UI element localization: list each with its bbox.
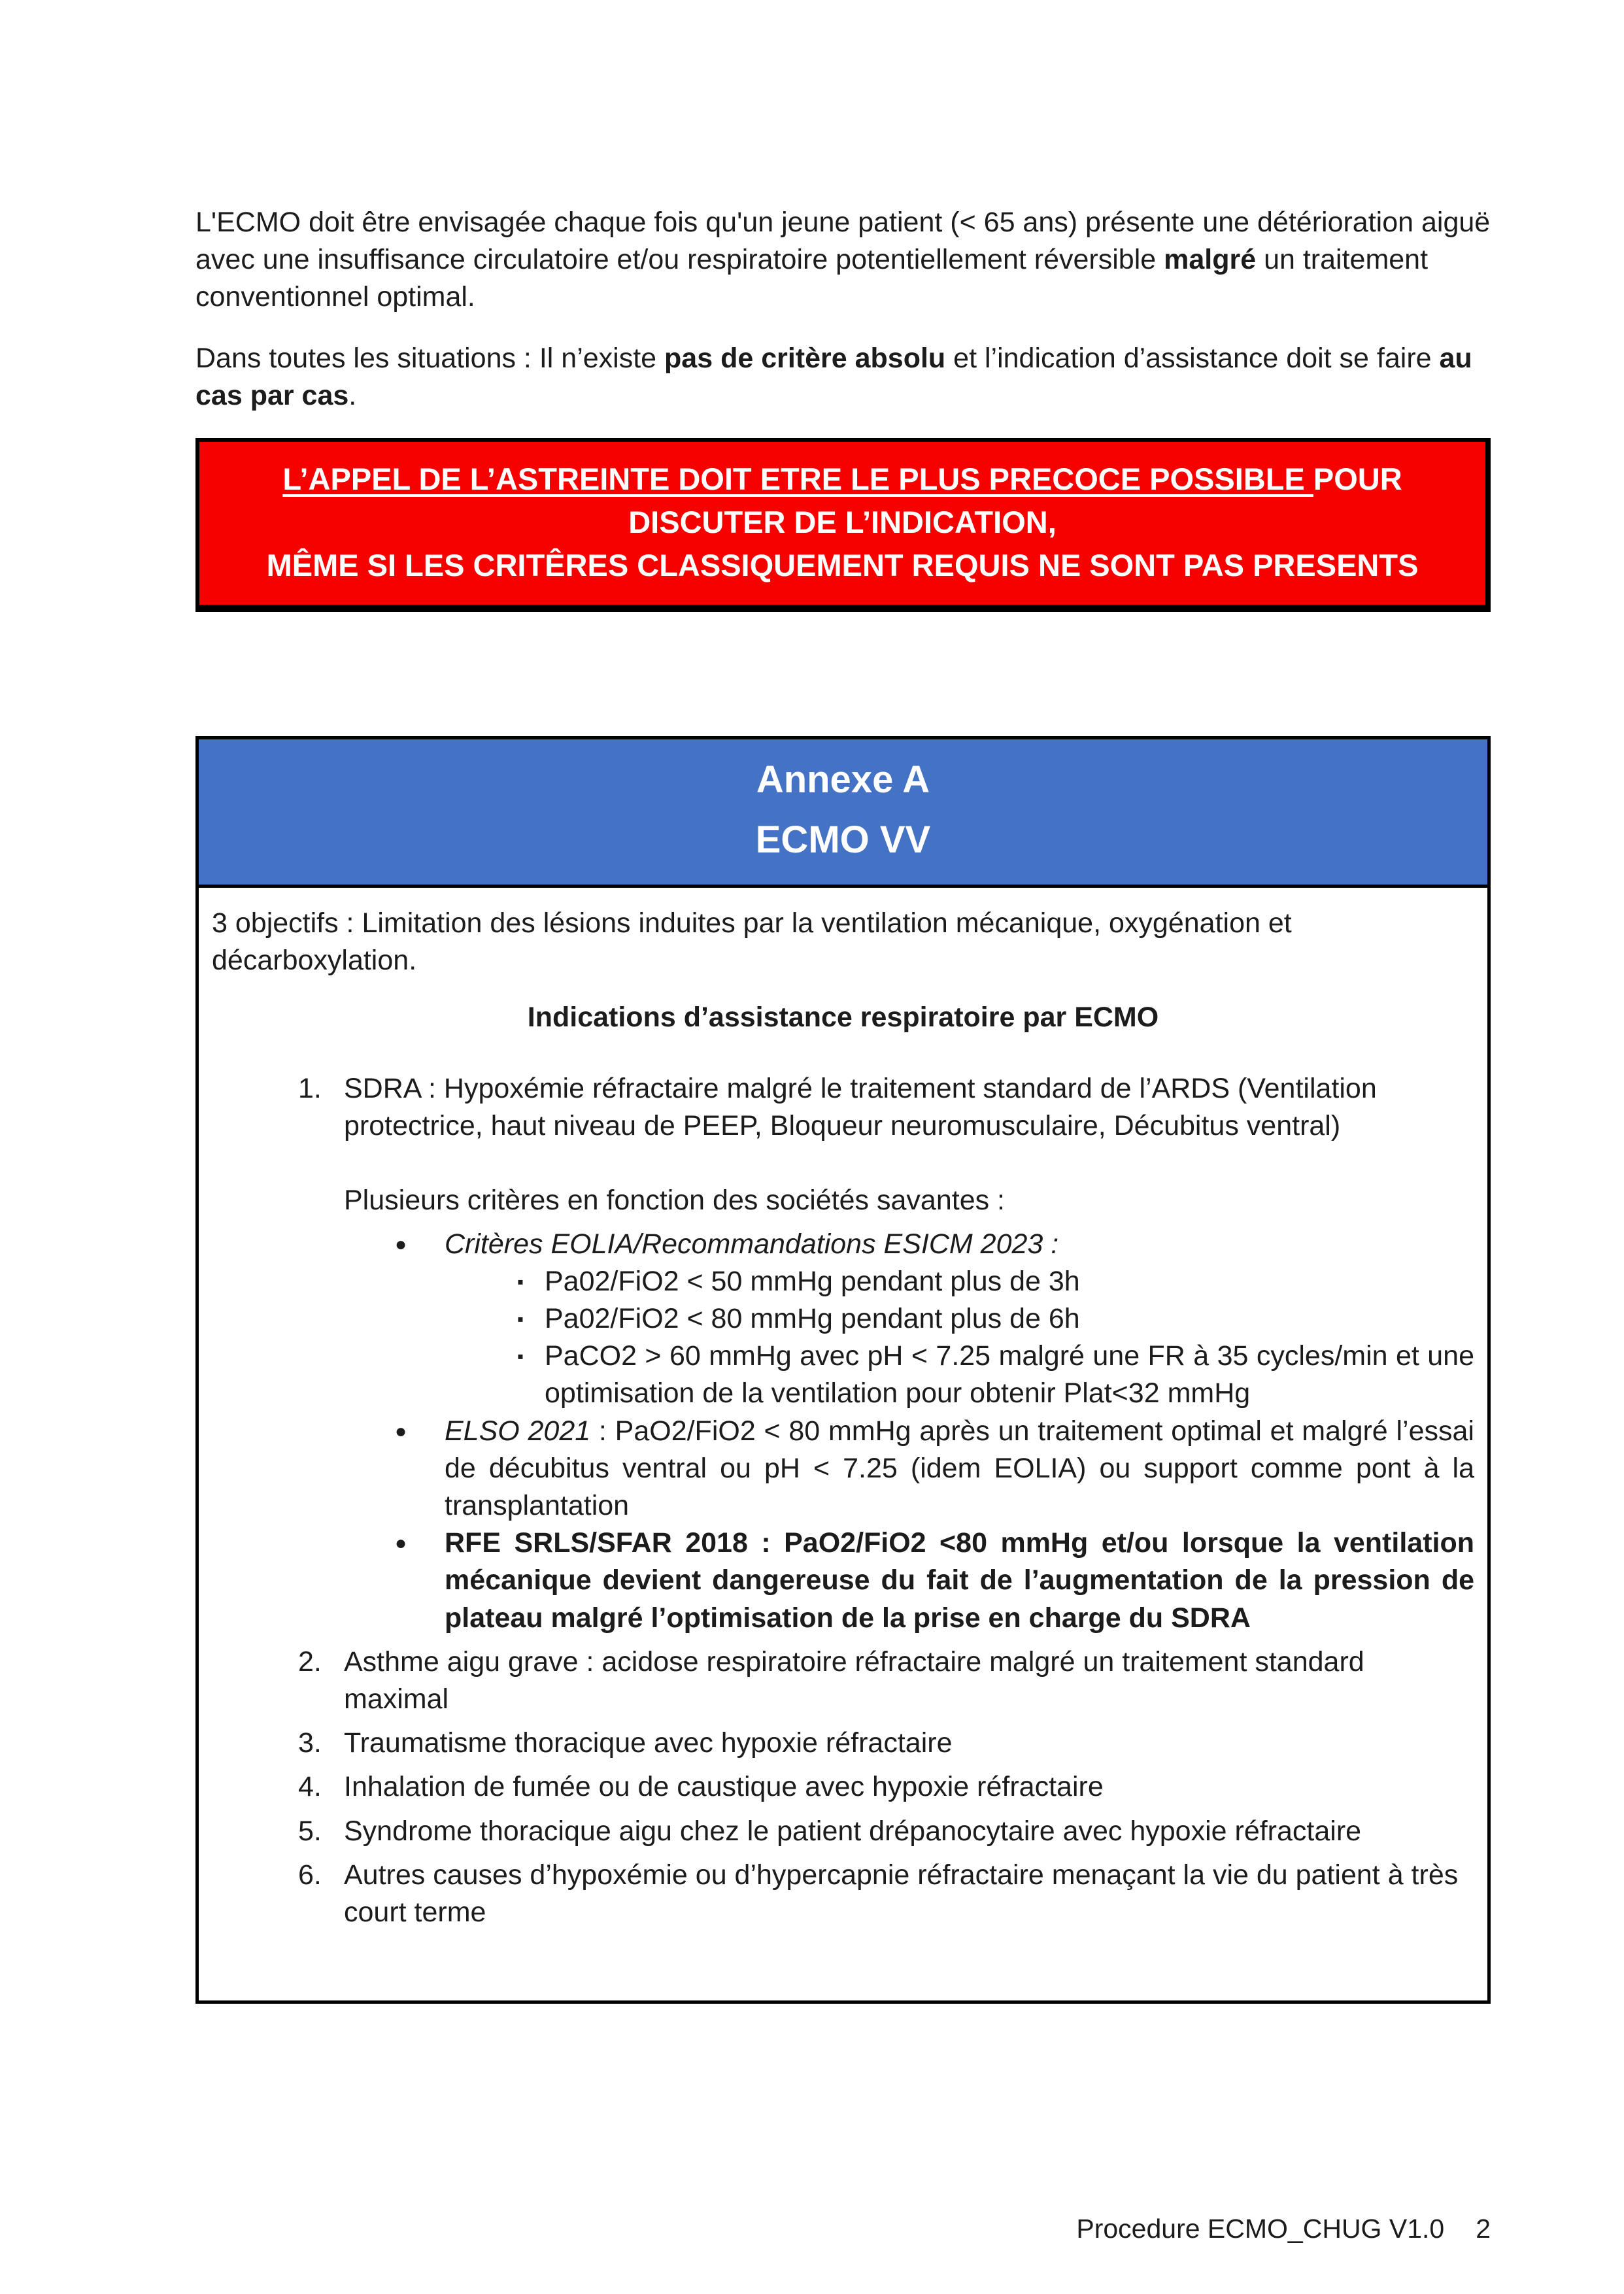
annexe-subtitle: ECMO VV [755,818,931,861]
list-number-2: 2. [298,1645,322,1678]
alert-line-3: MÊME SI LES CRITÊRES CLASSIQUEMENT REQUIS NE SONT PAS PRESENTS [266,547,1419,582]
disc-bullet-icon: ● [395,1420,407,1442]
page-footer [1076,2211,1491,2247]
list-number-3: 3. [298,1727,322,1759]
elso-label: ELSO 2021 [445,1415,591,1447]
intro-p2-bold-2: au cas par cas [195,342,1472,411]
alert-line-1-underlined: L’APPEL DE L’ASTREINTE DOIT ETRE LE PLUS PRECOCE POSSIBLE [282,461,1313,496]
disc-bullet-icon: ● [395,1532,407,1555]
intro-paragraph-1 [195,204,1491,316]
square-bullet-icon: ▪ [517,1309,524,1330]
bullet-elso [395,1413,1474,1525]
bullet-eolia [395,1226,1474,1263]
list-number-4: 4. [298,1771,322,1803]
list-item-autres [298,1857,1474,1931]
list-item-sdra [298,1070,1474,1637]
alert-line-1-rest: POUR [1313,461,1402,496]
intro-p2-bold-1: pas de critère absolu [664,342,946,374]
elso-text: : PaO2/FiO2 < 80 mmHg après un traitement optimal et malgré l’essai de décubitus ventral ou pH < 7.25 (idem EOLIA) ou support comme pont à la transplantation [445,1415,1474,1522]
list-item-sdra-body [344,1070,1474,1637]
intro-p2-text-3: . [348,379,357,411]
objectives-text: 3 objectifs : Limitation des lésions induites par la ventilation mécanique, oxygénation et décarboxylation. [212,907,1292,976]
alert-banner [195,438,1491,612]
intro-p2-text-2: et l’indication d’assistance doit se faire [945,342,1440,374]
intro-p1-text-1: L'ECMO doit être envisagée chaque fois qu'un jeune patient (< 65 ans) présente une détérioration aiguë avec une insuffisance circulatoire et/ou respiratoire potentiellement réversible [195,207,1491,276]
sub-bullet-pao2-50-text: Pa02/FiO2 < 50 mmHg pendant plus de 3h [545,1265,1080,1297]
intro-p2-text-1: Dans toutes les situations : Il n’existe [195,342,665,374]
list-item-traumatisme-text: Traumatisme thoracique avec hypoxie réfractaire [344,1727,953,1759]
sub-bullet-pao2-80 [517,1300,1474,1338]
disc-bullet-icon: ● [395,1233,407,1255]
criteria-intro-text: Plusieurs critères en fonction des sociétés savantes : [344,1184,1006,1216]
annexe-a-body [195,888,1491,2004]
annexe-a-header [195,736,1491,887]
list-item-inhalation [298,1768,1474,1806]
alert-line-2: DISCUTER DE L’INDICATION, [628,504,1057,539]
indications-heading: Indications d’assistance respiratoire par ECMO [527,1001,1159,1033]
sdra-text: SDRA : Hypoxémie réfractaire malgré le traitement standard de l’ARDS (Ventilation protectrice, haut niveau de PEEP, Bloqueur neuromusculaire, Décubitus ventral) [344,1073,1377,1142]
intro-paragraph-2 [195,340,1491,414]
intro-p1-text-2: un traitement conventionnel optimal. [195,244,1429,313]
intro-p1-bold: malgré [1164,244,1257,276]
eolia-label: Critères EOLIA/Recommandations ESICM 2023 : [445,1228,1059,1260]
list-item-drepanocytaire-text: Syndrome thoracique aigu chez le patient drépanocytaire avec hypoxie réfractaire [344,1815,1362,1847]
alert-line-1 [219,458,1466,501]
page-number: 2 [1476,2214,1491,2244]
rfe-text: RFE SRLS/SFAR 2018 : PaO2/FiO2 <80 mmHg et/ou lorsque la ventilation mécanique devient dangereuse du fait de l’augmentation de la pression de plateau malgré l’optimisation de la prise en charge du SDRA [445,1527,1474,1634]
elso-text-block [445,1413,1474,1525]
footer-doc-ref: Procedure ECMO_CHUG V1.0 [1076,2214,1445,2244]
list-number-1: 1. [298,1073,322,1105]
list-item-asthme [298,1644,1474,1718]
list-item-autres-text: Autres causes d’hypoxémie ou d’hypercapnie réfractaire menaçant la vie du patient à très court terme [344,1859,1459,1928]
annexe-title: Annexe A [756,758,930,801]
bullet-rfe [395,1525,1474,1637]
sub-bullet-paco2 [517,1338,1474,1412]
list-number-5: 5. [298,1815,322,1847]
list-item-inhalation-text: Inhalation de fumée ou de caustique avec hypoxie réfractaire [344,1771,1104,1803]
sub-bullet-pao2-80-text: Pa02/FiO2 < 80 mmHg pendant plus de 6h [545,1303,1080,1335]
sub-bullet-pao2-50 [517,1263,1474,1300]
list-item-asthme-text: Asthme aigu grave : acidose respiratoire réfractaire malgré un traitement standard maximal [344,1645,1364,1715]
list-number-6: 6. [298,1859,322,1891]
list-item-drepanocytaire [298,1813,1474,1850]
square-bullet-icon: ▪ [517,1271,524,1292]
list-item-traumatisme [298,1725,1474,1762]
sub-bullet-paco2-text: PaCO2 > 60 mmHg avec pH < 7.25 malgré une FR à 35 cycles/min et une optimisation de la ventilation pour obtenir Plat<32 mmHg [545,1340,1474,1409]
square-bullet-icon: ▪ [517,1346,524,1367]
